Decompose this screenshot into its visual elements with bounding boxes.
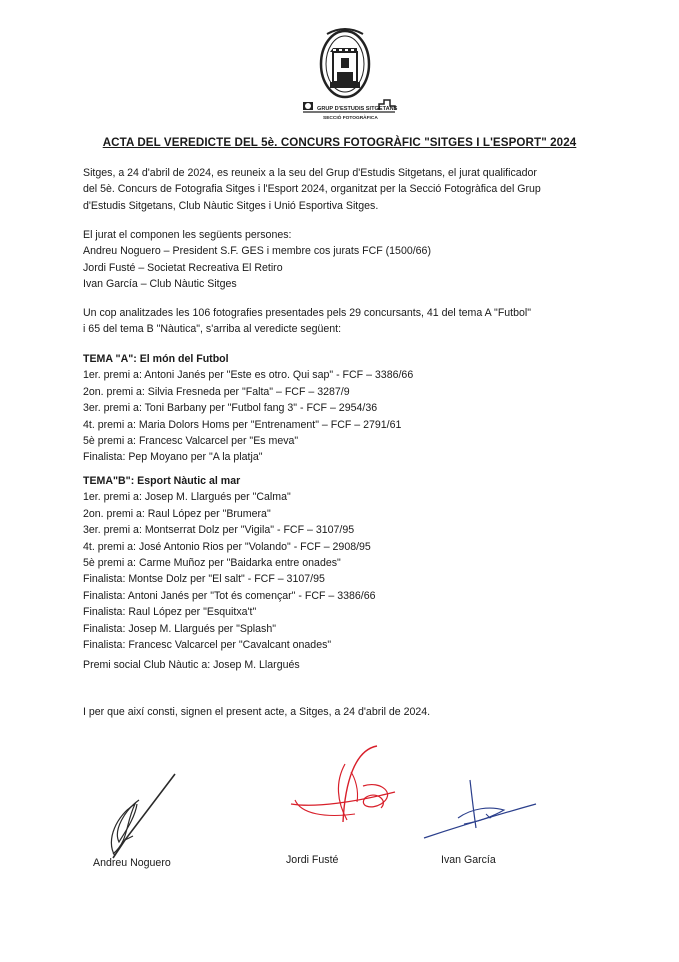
signer-name: Andreu Noguero <box>93 857 171 869</box>
jury-member: Jordi Fusté – Societat Recreativa El Retiro <box>83 261 283 274</box>
svg-text:GRUP D'ESTUDIS SITGETANS: GRUP D'ESTUDIS SITGETANS <box>317 106 398 112</box>
prize-line: 3er. premi a: Toni Barbany per "Futbol fang 3" - FCF – 2954/36 <box>83 402 378 415</box>
intro-paragraph <box>83 165 613 214</box>
prize-line: Finalista: Pep Moyano per "A la platja" <box>83 451 263 464</box>
prize-line: 2on. premi a: Silvia Fresneda per "Falta" – FCF – 3287/9 <box>83 385 350 398</box>
castle-tower-emblem-icon <box>283 26 413 136</box>
signature-andreu-noguero <box>95 770 185 865</box>
signer-name: Jordi Fusté <box>286 854 339 866</box>
prize-line: 4t. premi a: Maria Dolors Homs per "Entrenament" – FCF – 2791/61 <box>83 418 402 431</box>
intro-line: del 5è. Concurs de Fotografia Sitges i l'Esport 2024, organitzat per la Secció Fotogràfica del Grup <box>83 183 541 196</box>
theme-a-section <box>83 351 613 466</box>
prize-line: Finalista: Raul López per "Esquitxa't" <box>83 606 257 619</box>
signature-jordi-fuste <box>285 742 410 842</box>
social-prize-line: Premi social Club Nàutic a: Josep M. Llargués <box>83 659 300 671</box>
prize-line: 1er. premi a: Antoni Janés per "Este es otro. Qui sap" - FCF – 3386/66 <box>83 369 414 382</box>
prize-line: Finalista: Francesc Valcarcel per "Cavalcant onades" <box>83 639 332 652</box>
theme-a-title: TEMA "A": El món del Futbol <box>83 353 229 365</box>
jury-heading: El jurat el componen les següents persones: <box>83 229 292 241</box>
prize-line: 3er. premi a: Montserrat Dolz per "Vigila" - FCF – 3107/95 <box>83 524 355 537</box>
jury-section <box>83 227 613 293</box>
prize-line: 5è premi a: Francesc Valcarcel per "Es meva" <box>83 435 299 448</box>
closing-statement <box>83 704 613 720</box>
social-prize <box>83 657 613 673</box>
document-title: ACTA DEL VEREDICTE DEL 5è. CONCURS FOTOGRÀFIC "SITGES I L'ESPORT" 2024 <box>102 136 577 149</box>
summary-line: Un cop analitzades les 106 fotografies presentades pels 29 concursants, 41 del tema A "Futbol" <box>83 307 532 319</box>
theme-b-title: TEMA"B": Esport Nàutic al mar <box>83 475 241 487</box>
prize-line: 5è premi a: Carme Muñoz per "Baidarka entre onades" <box>83 557 341 570</box>
prize-line: Finalista: Josep M. Llargués per "Splash" <box>83 622 277 635</box>
prize-line: 4t. premi a: José Antonio Rios per "Volando" - FCF – 2908/95 <box>83 540 371 553</box>
jury-member: Ivan García – Club Nàutic Sitges <box>83 278 237 291</box>
prize-line: Finalista: Montse Dolz per "El salt" - FCF – 3107/95 <box>83 573 325 586</box>
prize-line: Finalista: Antoni Janés per "Tot és començar" - FCF – 3386/66 <box>83 589 376 602</box>
closing-line: I per que així consti, signen el present acte, a Sitges, a 24 d'abril de 2024. <box>83 706 431 718</box>
summary-line: i 65 del tema B "Nàutica", s'arriba al veredicte següent: <box>83 323 342 336</box>
summary-paragraph <box>83 305 613 338</box>
signer-name: Ivan García <box>441 854 496 866</box>
signature-ivan-garcia <box>420 778 540 848</box>
jury-member: Andreu Noguero – President S.F. GES i membre cos jurats FCF (1500/66) <box>83 245 431 258</box>
prize-line: 2on. premi a: Raul López per "Brumera" <box>83 507 271 520</box>
prize-line: 1er. premi a: Josep M. Llargués per "Calma" <box>83 491 291 504</box>
theme-b-section <box>83 473 613 653</box>
intro-line: Sitges, a 24 d'abril de 2024, es reuneix a la seu del Grup d'Estudis Sitgetans, el jurat qualificador <box>83 167 537 179</box>
intro-line: d'Estudis Sitgetans, Club Nàutic Sitges i Unió Esportiva Sitges. <box>83 199 379 212</box>
svg-text:SECCIÓ FOTOGRÀFICA: SECCIÓ FOTOGRÀFICA <box>323 116 378 121</box>
